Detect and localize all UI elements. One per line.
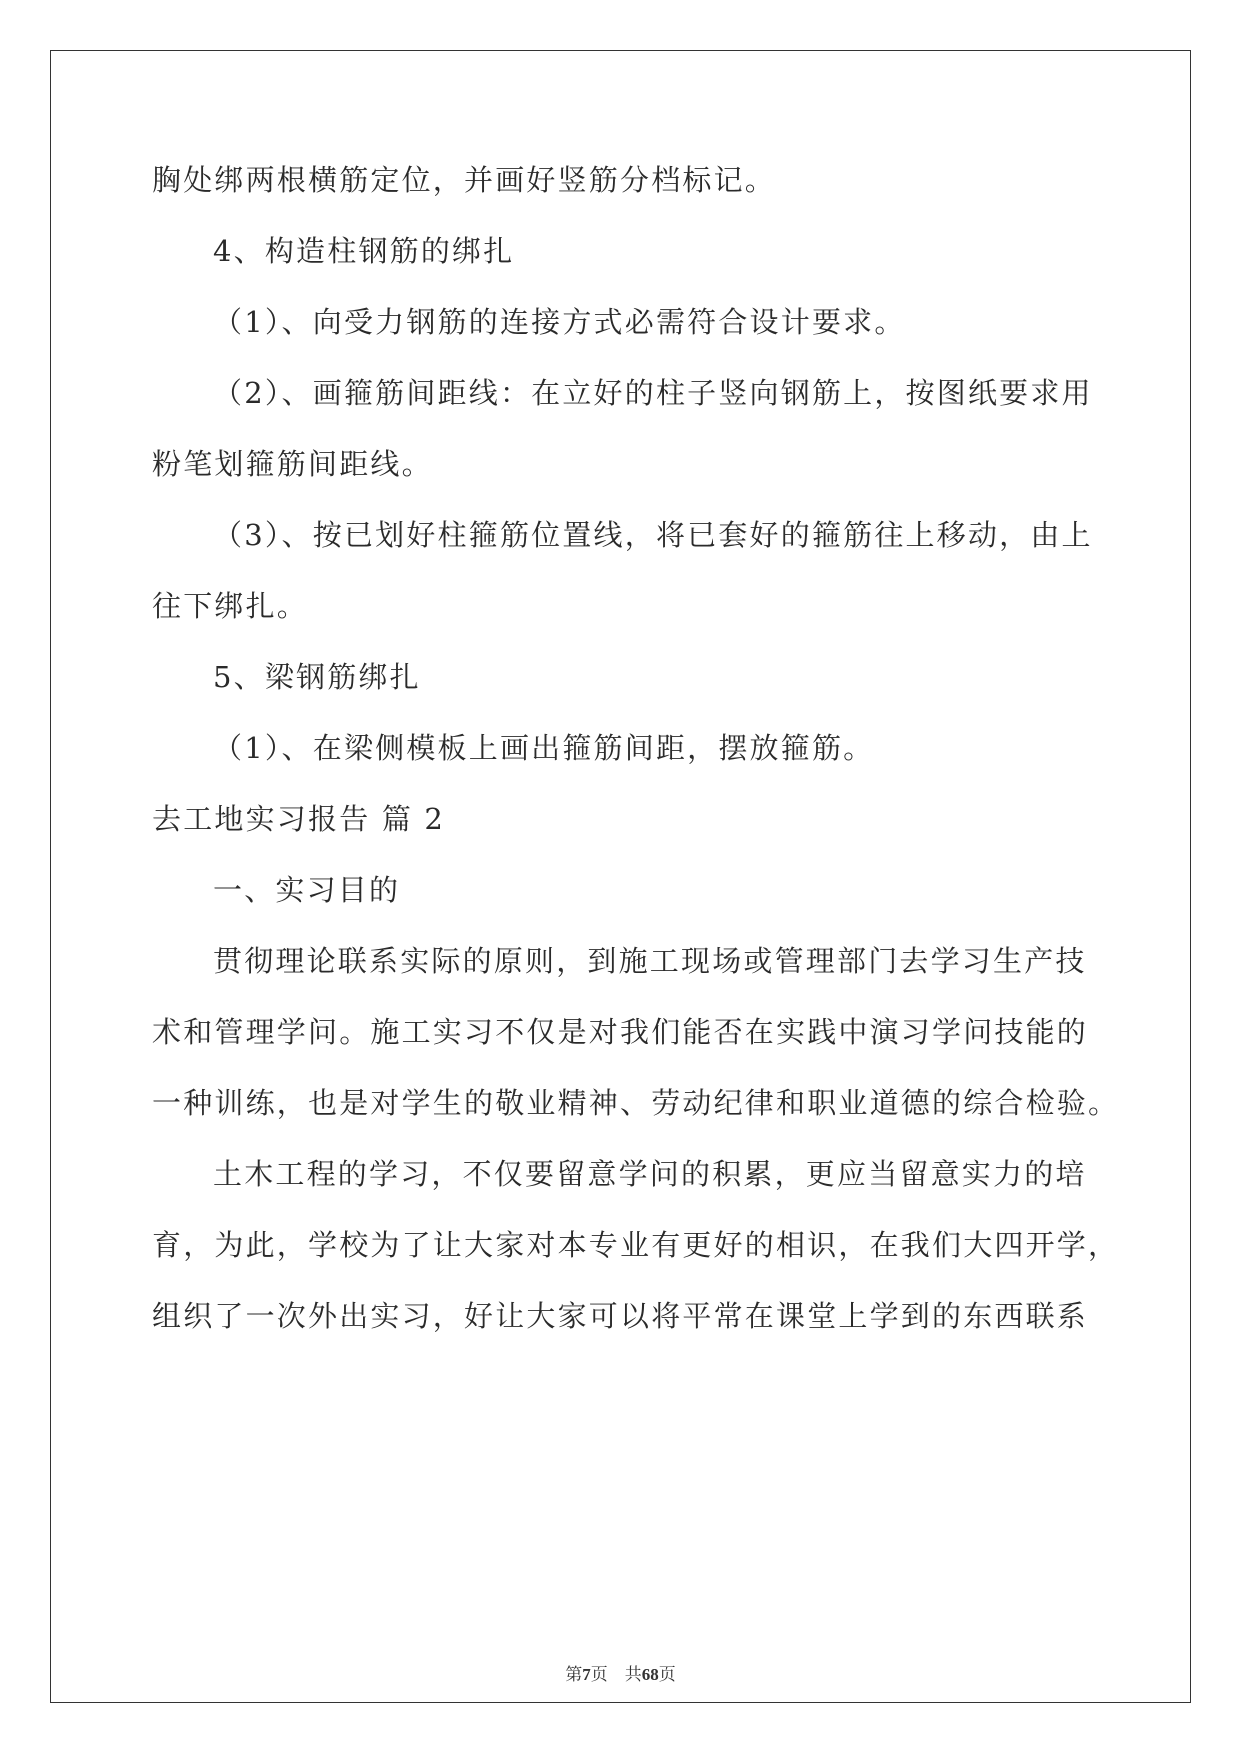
- body-line: 粉笔划箍筋间距线。: [152, 447, 433, 481]
- footer-total-pages: 68: [641, 1665, 659, 1684]
- section-heading: 4、构造柱钢筋的绑扎: [213, 234, 515, 268]
- body-line: 一种训练，也是对学生的敬业精神、劳动纪律和职业道德的综合检验。: [152, 1086, 1120, 1120]
- footer-prefix: 第: [565, 1665, 583, 1684]
- body-line: 育，为此，学校为了让大家对本专业有更好的相识，在我们大四开学，: [152, 1228, 1120, 1262]
- body-line: 术和管理学问。施工实习不仅是对我们能否在实践中演习学问技能的: [152, 1015, 1089, 1049]
- page-footer: [0, 1664, 1241, 1686]
- list-item: （3）、按已划好柱箍筋位置线，将已套好的箍筋往上移动，由上: [213, 518, 1093, 552]
- footer-suffix: 页: [658, 1665, 676, 1684]
- list-item: （1）、向受力钢筋的连接方式必需符合设计要求。: [213, 305, 906, 339]
- footer-middle: 页 共: [590, 1665, 642, 1684]
- footer-page-number: 7: [582, 1665, 591, 1684]
- article-title: 去工地实习报告 篇 2: [152, 802, 446, 836]
- section-heading: 一、实习目的: [213, 873, 401, 907]
- list-item: （2）、画箍筋间距线：在立好的柱子竖向钢筋上，按图纸要求用: [213, 376, 1093, 410]
- paragraph-start: 贯彻理论联系实际的原则，到施工现场或管理部门去学习生产技: [213, 944, 1087, 978]
- list-item: （1）、在梁侧模板上画出箍筋间距，摆放箍筋。: [213, 731, 875, 765]
- section-heading: 5、梁钢筋绑扎: [213, 660, 421, 694]
- paragraph-start: 土木工程的学习，不仅要留意学问的积累，更应当留意实力的培: [213, 1157, 1087, 1191]
- body-line: 往下绑扎。: [152, 589, 309, 623]
- body-line: 组织了一次外出实习，好让大家可以将平常在课堂上学到的东西联系: [152, 1299, 1089, 1333]
- body-line: 胸处绑两根横筋定位，并画好竖筋分档标记。: [152, 163, 777, 197]
